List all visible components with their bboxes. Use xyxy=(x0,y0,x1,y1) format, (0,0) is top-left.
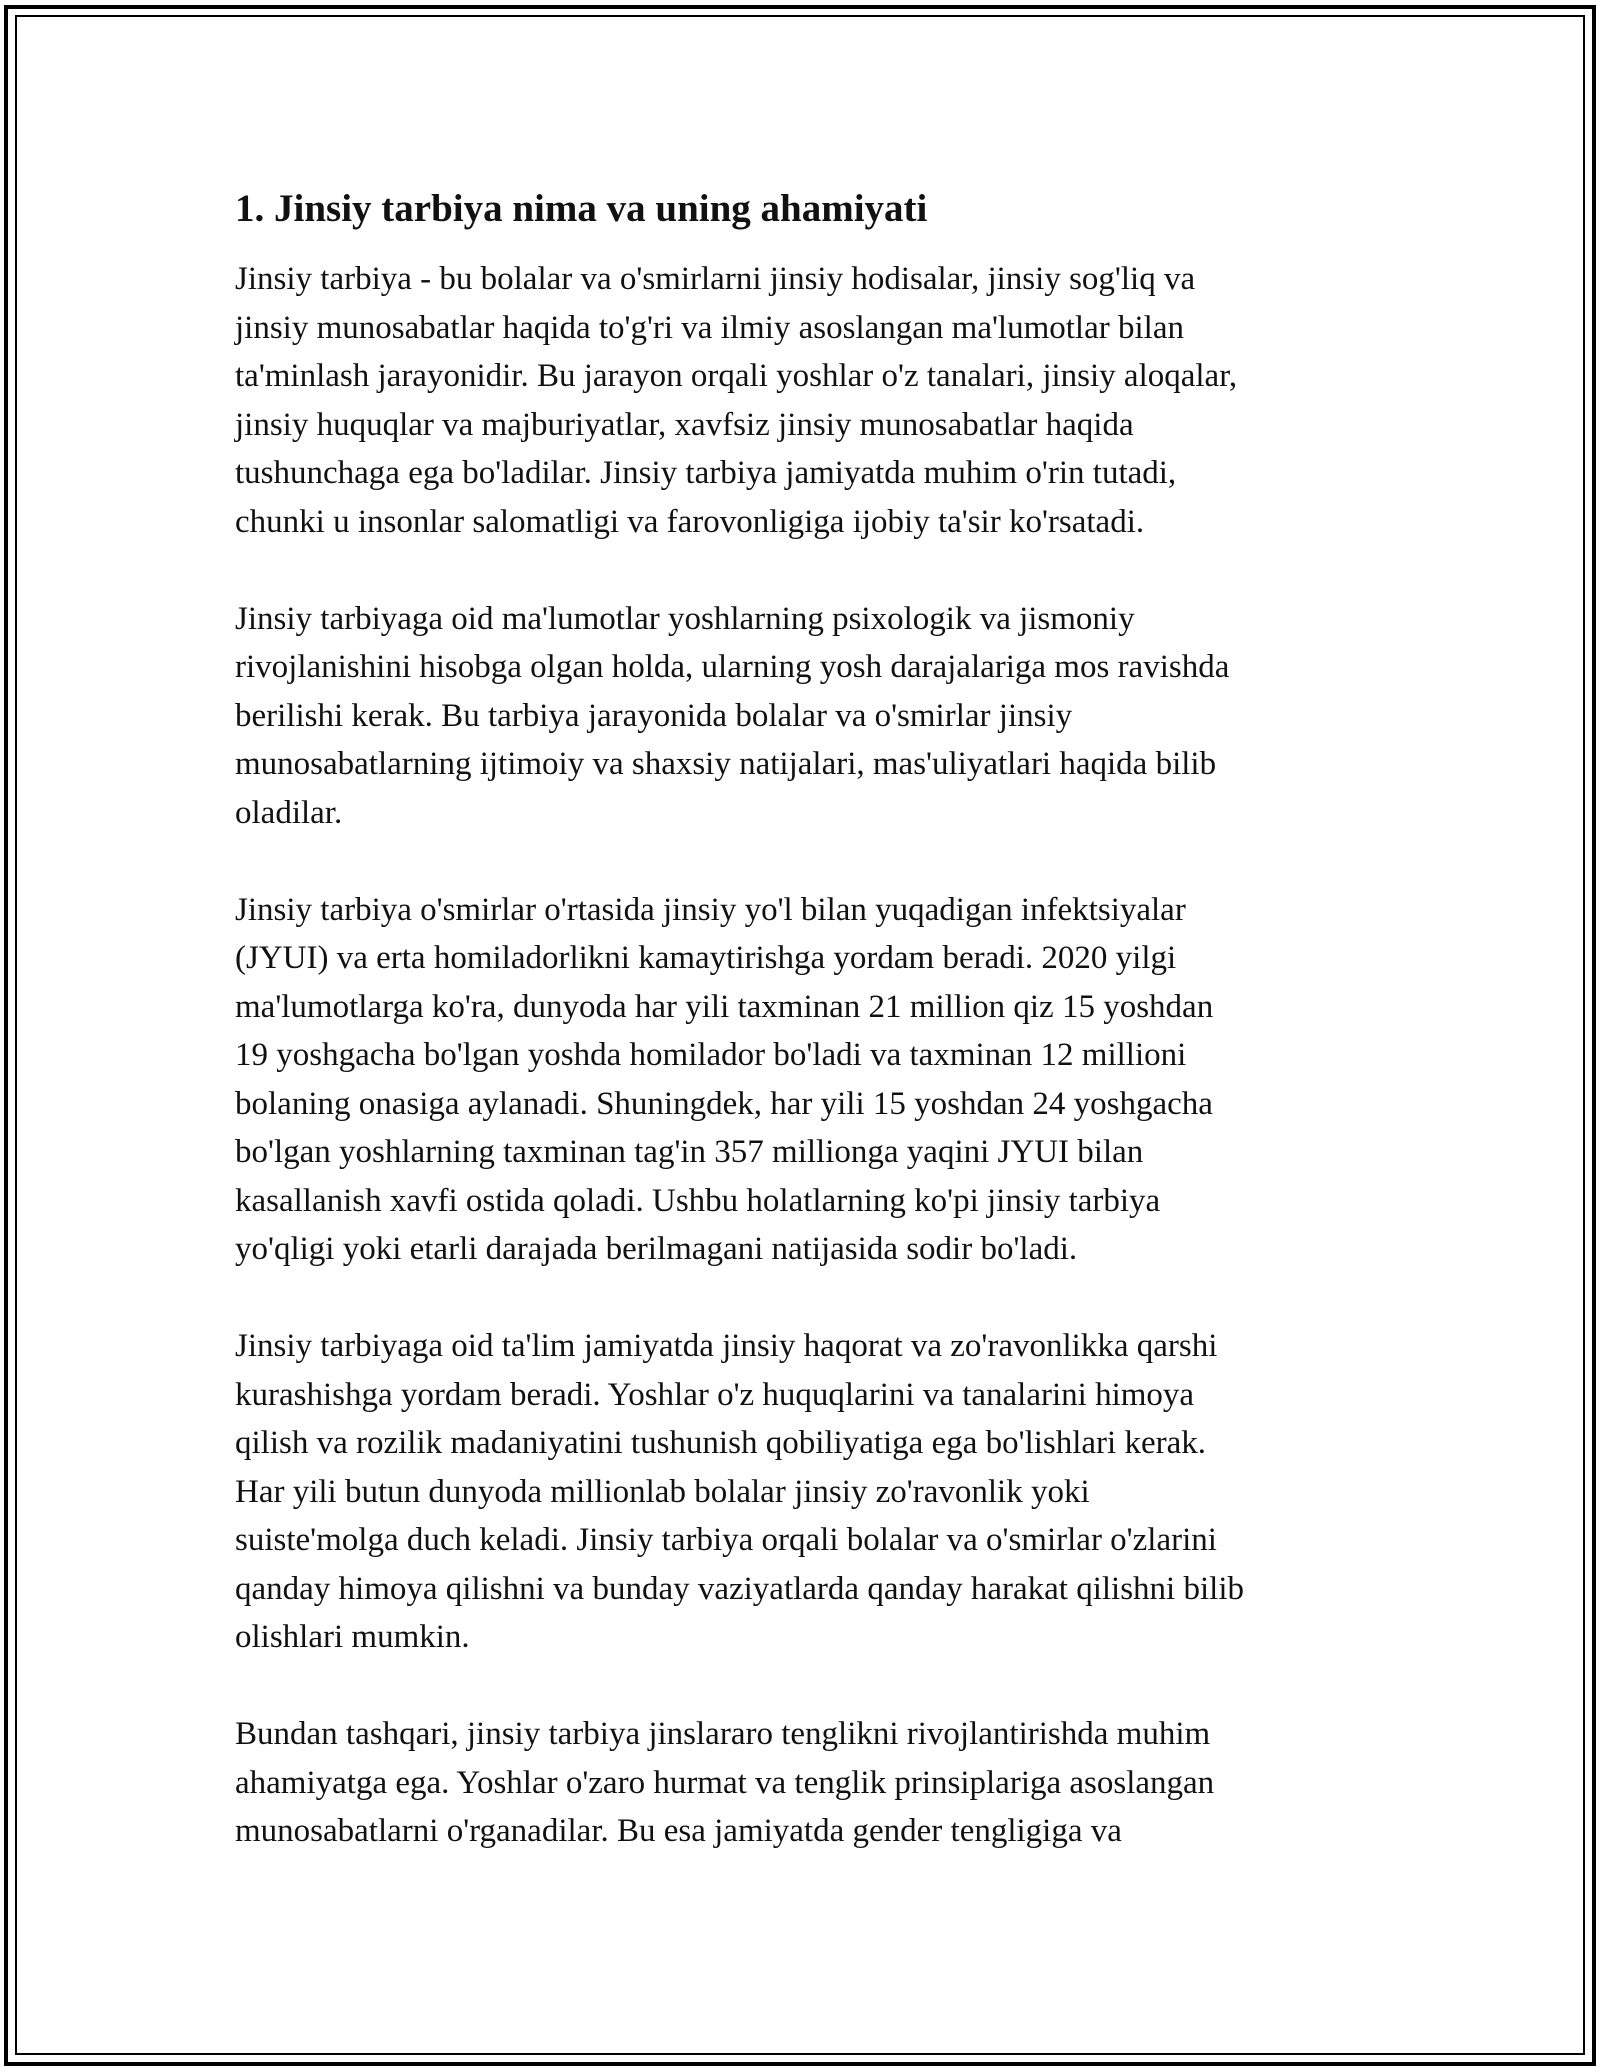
text-line: ta'minlash jarayonidir. Bu jarayon orqali yoshlar o'z tanalari, jinsiy aloqalar, xyxy=(235,358,1238,394)
text-line: ahamiyatga ega. Yoshlar o'zaro hurmat va tenglik prinsiplariga asoslangan xyxy=(235,1764,1215,1801)
text-line: rivojlanishini hisobga olgan holda, ularning yosh darajalariga mos ravishda xyxy=(235,649,1230,685)
text-line: 19 yoshgacha bo'lgan yoshda homilador bo'ladi va taxminan 12 millioni xyxy=(235,1037,1187,1073)
text-line: Jinsiy tarbiyaga oid ta'lim jamiyatda jinsiy haqorat va zo'ravonlikka qarshi xyxy=(235,1328,1218,1364)
text-line: qanday himoya qilishni va bunday vaziyatlarda qanday harakat qilishni bilib xyxy=(235,1570,1244,1607)
text-line: ma'lumotlarga ko'ra, dunyoda har yili taxminan 21 million qiz 15 yoshdan xyxy=(235,988,1214,1025)
text-line: Bundan tashqari, jinsiy tarbiya jinslararo tenglikni rivojlantirishda muhim xyxy=(235,1716,1211,1752)
paragraph-3 xyxy=(235,886,1365,1274)
text-line: Har yili butun dunyoda millionlab bolalar jinsiy zo'ravonlik yoki xyxy=(235,1473,1090,1510)
text-line: olishlari mumkin. xyxy=(235,1619,470,1655)
document-body xyxy=(235,185,1365,1904)
text-line: Jinsiy tarbiya o'smirlar o'rtasida jinsiy yo'l bilan yuqadigan infektsiyalar xyxy=(235,891,1186,928)
text-line: munosabatlarni o'rganadilar. Bu esa jamiyatda gender tengligiga va xyxy=(235,1813,1122,1849)
text-line: qilish va rozilik madaniyatini tushunish qobiliyatiga ega bo'lishlari kerak. xyxy=(235,1425,1207,1461)
text-line: jinsiy munosabatlar haqida to'g'ri va ilmiy asoslangan ma'lumotlar bilan xyxy=(235,309,1184,346)
paragraph-4 xyxy=(235,1322,1365,1662)
text-line: chunki u insonlar salomatligi va farovonligiga ijobiy ta'sir ko'rsatadi. xyxy=(235,503,1145,540)
text-line: yo'qligi yoki etarli darajada berilmagani natijasida sodir bo'ladi. xyxy=(235,1231,1078,1267)
text-line: (JYUI) va erta homiladorlikni kamaytirishga yordam beradi. 2020 yilgi xyxy=(235,940,1177,976)
paragraph-5 xyxy=(235,1710,1365,1856)
text-line: oladilar. xyxy=(235,794,343,831)
text-line: tushunchaga ega bo'ladilar. Jinsiy tarbiya jamiyatda muhim o'rin tutadi, xyxy=(235,455,1177,491)
text-line: jinsiy huquqlar va majburiyatlar, xavfsiz jinsiy munosabatlar haqida xyxy=(235,406,1134,443)
paragraph-1 xyxy=(235,255,1365,546)
text-line: bolaning onasiga aylanadi. Shuningdek, har yili 15 yoshdan 24 yoshgacha xyxy=(235,1085,1213,1122)
text-line: bo'lgan yoshlarning taxminan tag'in 357 millionga yaqini JYUI bilan xyxy=(235,1134,1144,1170)
text-line: suiste'molga duch keladi. Jinsiy tarbiya orqali bolalar va o'smirlar o'zlarini xyxy=(235,1522,1217,1558)
text-line: kurashishga yordam beradi. Yoshlar o'z huquqlarini va tanalarini himoya xyxy=(235,1376,1195,1413)
text-line: kasallanish xavfi ostida qoladi. Ushbu holatlarning ko'pi jinsiy tarbiya xyxy=(235,1182,1161,1219)
text-line: berilishi kerak. Bu tarbiya jarayonida bolalar va o'smirlar jinsiy xyxy=(235,697,1073,734)
page-title: 1. Jinsiy tarbiya nima va uning ahamiyati xyxy=(235,187,928,230)
text-line: Jinsiy tarbiya - bu bolalar va o'smirlarni jinsiy hodisalar, jinsiy sog'liq va xyxy=(235,261,1196,297)
paragraph-2 xyxy=(235,595,1365,838)
text-line: munosabatlarning ijtimoiy va shaxsiy natijalari, mas'uliyatlari haqida bilib xyxy=(235,746,1217,782)
text-line: Jinsiy tarbiyaga oid ma'lumotlar yoshlarning psixologik va jismoniy xyxy=(235,600,1135,637)
